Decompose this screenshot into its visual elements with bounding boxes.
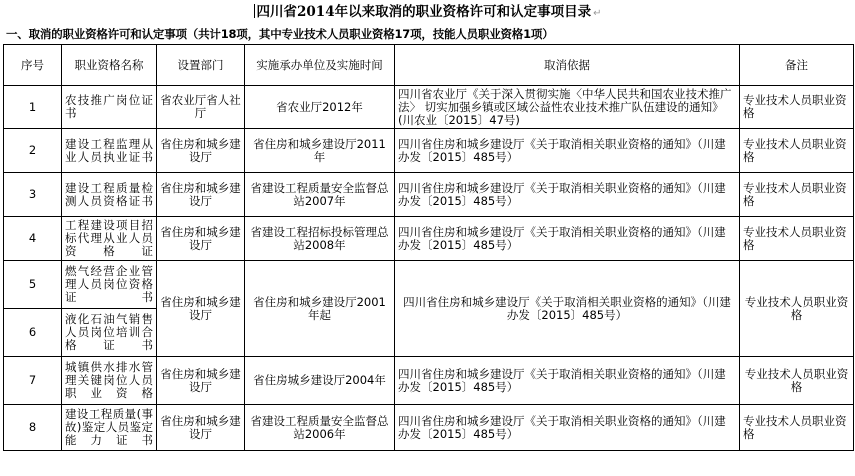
cell-unit: 省农业厅2012年 — [245, 86, 395, 129]
header-seq: 序号 — [4, 45, 62, 86]
cell-note: 专业技术人员职业资格 — [740, 217, 854, 261]
cell-dept: 省住房和城乡建设厅 — [157, 129, 245, 173]
cell-seq: 2 — [4, 129, 62, 173]
cell-seq: 8 — [4, 405, 62, 451]
table-row — [4, 129, 854, 173]
cell-dept: 省住房和城乡建设厅 — [157, 217, 245, 261]
cell-basis: 四川省住房和城乡建设厅《关于取消相关职业资格的通知》（川建办发〔2015〕485号） — [395, 173, 740, 217]
cell-note: 专业技术人员职业资格 — [740, 357, 854, 405]
cell-name: 农技推广岗位证书 — [62, 86, 157, 129]
header-dept: 设置部门 — [157, 45, 245, 86]
table-row — [4, 357, 854, 405]
cell-basis-merged: 四川省住房和城乡建设厅《关于取消相关职业资格的通知》（川建办发〔2015〕485号） — [395, 261, 740, 357]
header-unit: 实施承办单位及实施时间 — [245, 45, 395, 86]
cell-dept: 省住房和城乡建设厅 — [157, 173, 245, 217]
cell-unit: 省住房城乡建设厅2004年 — [245, 357, 395, 405]
text-cursor — [254, 4, 255, 18]
cell-basis: 四川省农业厅《关于深入贯彻实施〈中华人民共和国农业技术推广法〉 切实加强乡镇或区域公益性农业技术推广队伍建设的通知》(川农业〔2015〕47号) — [395, 86, 740, 129]
header-note: 备注 — [740, 45, 854, 86]
cell-name: 液化石油气销售人员岗位培训合格证书 — [62, 309, 157, 357]
table-row — [4, 405, 854, 451]
cell-unit-merged: 省住房和城乡建设厅2001年起 — [245, 261, 395, 357]
document-title-text: 四川省2014年以来取消的职业资格许可和认定事项目录 — [256, 4, 592, 20]
cell-seq: 6 — [4, 309, 62, 357]
table-row — [4, 261, 854, 309]
cell-basis: 四川省住房和城乡建设厅《关于取消相关职业资格的通知》（川建办发〔2015〕485号） — [395, 129, 740, 173]
paragraph-mark: ↵ — [593, 8, 602, 19]
cell-unit: 省建设工程质量安全监督总站2007年 — [245, 173, 395, 217]
table-row — [4, 173, 854, 217]
cell-unit: 省建设工程质量安全监督总站2006年 — [245, 405, 395, 451]
cell-note-merged: 专业技术人员职业资格 — [740, 261, 854, 357]
table-row — [4, 217, 854, 261]
cell-name: 工程建设项目招标代理从业人员资格证 — [62, 217, 157, 261]
cell-note: 专业技术人员职业资格 — [740, 86, 854, 129]
cell-name: 建设工程质量检测人员资格证书 — [62, 173, 157, 217]
cell-unit: 省建设工程招标投标管理总站2008年 — [245, 217, 395, 261]
qualification-table — [3, 44, 854, 451]
section-heading: 一、取消的职业资格许可和认定事项（共计18项，其中专业技术人员职业资格17项，技能人员职业资格1项） — [6, 27, 554, 41]
cell-name: 燃气经营企业管理人员岗位资格证书 — [62, 261, 157, 309]
cell-note: 专业技术人员职业资格 — [740, 405, 854, 451]
cell-dept: 省住房和城乡建设厅 — [157, 357, 245, 405]
cell-dept: 省农业厅省人社厅 — [157, 86, 245, 129]
cell-name: 建设工程监理从业人员执业证书 — [62, 129, 157, 173]
header-basis: 取消依据 — [395, 45, 740, 86]
cell-seq: 3 — [4, 173, 62, 217]
table-row — [4, 86, 854, 129]
cell-note: 专业技术人员职业资格 — [740, 173, 854, 217]
cell-note: 专业技术人员职业资格 — [740, 129, 854, 173]
cell-seq: 7 — [4, 357, 62, 405]
cell-unit: 省住房和城乡建设厅2011年 — [245, 129, 395, 173]
table-header-row — [4, 45, 854, 86]
cell-seq: 5 — [4, 261, 62, 309]
cell-seq: 1 — [4, 86, 62, 129]
cell-dept-merged: 省住房和城乡建设厅 — [157, 261, 245, 357]
cell-name: 城镇供水排水管理关键岗位人员职业资格 — [62, 357, 157, 405]
cell-seq: 4 — [4, 217, 62, 261]
cell-basis: 四川省住房和城乡建设厅《关于取消相关职业资格的通知》（川建办发〔2015〕485号） — [395, 405, 740, 451]
document-title — [0, 4, 855, 22]
cell-basis: 四川省住房和城乡建设厅《关于取消相关职业资格的通知》（川建办发〔2015〕485号） — [395, 357, 740, 405]
cell-basis: 四川省住房和城乡建设厅《关于取消相关职业资格的通知》（川建办发〔2015〕485号） — [395, 217, 740, 261]
cell-name: 建设工程质量(事故)鉴定人员鉴定能力证书 — [62, 405, 157, 451]
header-name: 职业资格名称 — [62, 45, 157, 86]
cell-dept: 省住房和城乡建设厅 — [157, 405, 245, 451]
